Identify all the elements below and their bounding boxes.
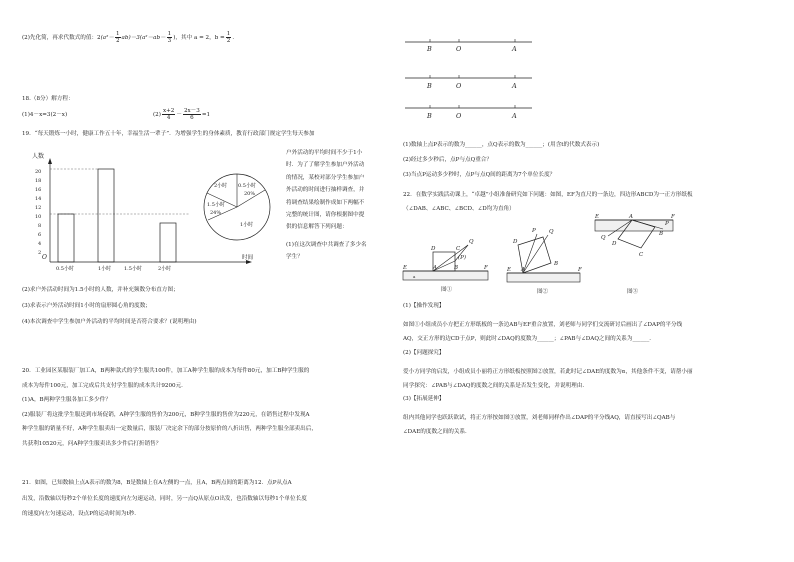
hist-xticks — [56, 265, 171, 272]
svg-text:A: A — [433, 265, 437, 271]
q22-intro: 22．在数学实践活动课上，“卓越”小组准备研究如下问题：如图，EF为直尺的一条边，四边形ABCD为一正方形纸板 （∠DAB、∠ABC、∠BCD、∠D均为直角） — [403, 192, 693, 212]
q22-explore-text: 爱小方同学的启发，小组成员小丽将正方形纸板按照图②放置，若此时记∠DAE的度数为α，其他条件不变，请帮小丽 同学探究：∠PAB与∠DAQ的度数之间的关系是否发生变化，并说明理由． — [403, 369, 693, 389]
q21-part2: (2)经过多少秒后，点P与点Q重合？ — [403, 157, 492, 163]
svg-text:8: 8 — [38, 223, 42, 229]
svg-text:P: P — [665, 221, 669, 227]
fig1-caption: 图① — [441, 287, 453, 293]
svg-text:2: 2 — [38, 250, 42, 256]
svg-text:B: B — [454, 265, 459, 271]
hist-xlabel: 时间 — [242, 255, 254, 261]
svg-text:E: E — [507, 267, 512, 273]
svg-text:C: C — [639, 252, 644, 258]
bar-2h — [160, 223, 176, 262]
svg-text:a: a — [413, 274, 416, 279]
q22-operation-text: 如图①小组成员小方把正方形纸板的一条边AB与EF重合放置，刘老师与同学们交流研讨后画出了∠DAP的平分线 AQ，交正方形的边CD于点P，则此时∠DAQ的度数为______；∠PAB与∠DAQ之间的关系为______． — [403, 322, 683, 342]
svg-text:D: D — [612, 241, 617, 247]
hist-ylabel: 人数 — [32, 153, 45, 160]
svg-text:B: B — [427, 112, 432, 120]
svg-text:(P): (P) — [458, 255, 466, 261]
figure-3 — [594, 214, 675, 295]
q19-part2: (2)求户外活动时间为1.5小时的人数，并补充频数分布直方图； — [22, 287, 179, 293]
numberline-3 — [405, 105, 532, 120]
q19-intro: 19．“每天锻炼一小时，健康工作五十年，幸福生活一辈子”．为增强学生的身体素质，教育行政部门规定学生每天参加 — [22, 131, 315, 137]
q18-part1: (1)4－x=3(2－x) — [22, 112, 68, 118]
pie-pct-0.5h: 20% — [244, 191, 256, 197]
svg-text:Q: Q — [469, 239, 474, 245]
pie-pct-1.5h: 24% — [210, 210, 222, 216]
svg-text:14: 14 — [35, 196, 42, 202]
frac-third: $\frac{1}{3}$ — [167, 31, 172, 45]
svg-text:10: 10 — [35, 214, 42, 220]
svg-text:B: B — [659, 231, 664, 237]
q19-part4: (4)本次调查中学生参加户外活动的平均时间是否符合要求？(说明理由) — [22, 319, 197, 325]
svg-text:Q: Q — [549, 229, 554, 235]
q22-figures — [403, 215, 693, 305]
svg-text:A: A — [629, 214, 633, 220]
svg-text:O: O — [456, 112, 462, 120]
svg-text:O: O — [456, 45, 462, 53]
svg-text:Q: Q — [601, 235, 606, 241]
svg-text:B: B — [427, 45, 432, 53]
svg-text:16: 16 — [35, 187, 42, 193]
number-lines — [405, 33, 535, 123]
figure-1 — [402, 239, 488, 293]
svg-text:6: 6 — [38, 232, 42, 238]
svg-text:C: C — [456, 246, 461, 252]
figure-2 — [506, 228, 582, 295]
svg-text:4: 4 — [38, 241, 42, 247]
q21-part3: (3)当点P运动多少秒时，点P与点Q间的距离为7个单位长度？ — [403, 172, 556, 178]
q17-part2: (2)先化简，再求代数式的值：2(a²－ $\frac{1}{2}$ ab)－3(a²－ab－ $\frac{1}{3}$ )，其中 a = 2，b = $\frac{1}{2}$ ． — [22, 31, 238, 45]
pie-label-1h: 1小时 — [240, 222, 254, 228]
q17-text: (2)先化简，再求代数式的值：2 — [22, 35, 101, 42]
pie-chart — [200, 170, 280, 250]
q19-side-text: 户外活动的平均时间不少于1小 时．为了了解学生参加户外活动 的情况，某校对部分学生参加户 外活动的时间进行抽样调查，并 将调查结果绘制作成如下两幅不 完整的统计图，请你根据图中提 供的信息解答下列问题： (1)在这次调查中共调查了多少名 学生？ — [286, 150, 367, 261]
hist-yticks — [35, 169, 41, 256]
pie-label-2h: 2小时 — [214, 183, 228, 189]
q18-title: 18.（8分）解方程： — [22, 96, 74, 102]
q22-extend-title: (3)【拓展延伸】 — [403, 396, 445, 402]
q19-part3: (3)求表示户外活动时间1小时的扇形圆心角的度数； — [22, 303, 151, 309]
svg-text:D: D — [431, 246, 436, 252]
svg-text:B: B — [427, 82, 432, 90]
pie-label-0.5h: 0.5小时 — [238, 183, 256, 189]
svg-text:E: E — [403, 265, 408, 271]
svg-text:B: B — [554, 261, 559, 267]
svg-text:A: A — [512, 45, 517, 53]
svg-text:2小时: 2小时 — [158, 266, 172, 272]
svg-text:18: 18 — [35, 178, 42, 184]
svg-text:A: A — [521, 267, 525, 273]
svg-text:O: O — [456, 82, 462, 90]
svg-text:1小时: 1小时 — [98, 266, 112, 272]
q21-part1: (1)数轴上点P表示的数为______，点Q表示的数为______；(用含t的代数式表示) — [403, 142, 600, 148]
q22-extend-text: 组内其他同学也跃跃欲试，将正方形按如图③放置，刘老师同样作出∠DAP的平分线AQ，请直接写出∠QAB与 ∠DAE的度数之间的关系． — [403, 415, 676, 435]
frac-b-value: $\frac{1}{2}$ — [226, 31, 231, 45]
fig3-caption: 图③ — [627, 289, 639, 295]
q21: 21．如图，已知数轴上点A表示的数为8，B是数轴上在A左侧的一点，且A，B两点间的距离为12．点P从点A 出发，沿数轴以每秒2个单位长度的速度向左匀速运动，同时，另一点Q从原点O出发，也沿数轴以每秒1个单位长度 的速度向左匀速运动，设点P的运动时间为t秒． — [22, 480, 307, 517]
svg-text:1.5小时: 1.5小时 — [124, 266, 142, 272]
svg-text:A: A — [512, 82, 517, 90]
pie-label-1.5h: 1.5小时 — [207, 202, 225, 208]
svg-text:A: A — [512, 112, 517, 120]
bar-0.5h — [58, 214, 74, 262]
q20: 20．工业园区某服装厂加工A，B两种款式的学生服共100件，加工A种学生服的成本为每件80元，加工B种学生服的 成本为每件100元，加工完成后共支付学生服的成本共计9200元． (1)A，B两种学生服各加工多少件？ (2)服装厂将这批学生服送到市场促销，A种学生服的售价为200元，B种学生服的售价为220元，在销售过程中发现A 种学生服的销量不好，A种学生服卖出一定数量后，服装厂决定余下的部分按原价的八折出售，两种学生服全部卖出后， 共获利10520元，问A种学生服卖出多少件后打折销售？ — [22, 368, 317, 447]
bar-1h — [98, 169, 114, 262]
svg-text:F: F — [671, 214, 675, 220]
svg-text:0.5小时: 0.5小时 — [56, 266, 74, 272]
numberline-2 — [405, 75, 532, 90]
q22-explore-title: (2)【问题探究】 — [403, 350, 445, 356]
hist-origin: O — [42, 254, 47, 261]
fig2-caption: 图② — [537, 289, 549, 295]
frac-half-1: $\frac{1}{2}$ — [115, 31, 120, 45]
svg-text:P: P — [532, 228, 536, 234]
svg-text:F: F — [484, 265, 488, 271]
q18-part2: (2) $\frac{x+2}{4}$ － $\frac{2x-3}{6}$ =1 — [153, 108, 211, 122]
svg-text:E: E — [595, 214, 600, 220]
svg-text:20: 20 — [35, 169, 42, 175]
q22-operation-title: (1)【操作发现】 — [403, 303, 445, 309]
svg-text:12: 12 — [35, 205, 42, 211]
numberline-1 — [405, 39, 532, 53]
q17-tail: ，其中 a = 2，b = — [175, 35, 225, 42]
svg-text:F: F — [578, 267, 582, 273]
svg-text:D: D — [513, 239, 518, 245]
